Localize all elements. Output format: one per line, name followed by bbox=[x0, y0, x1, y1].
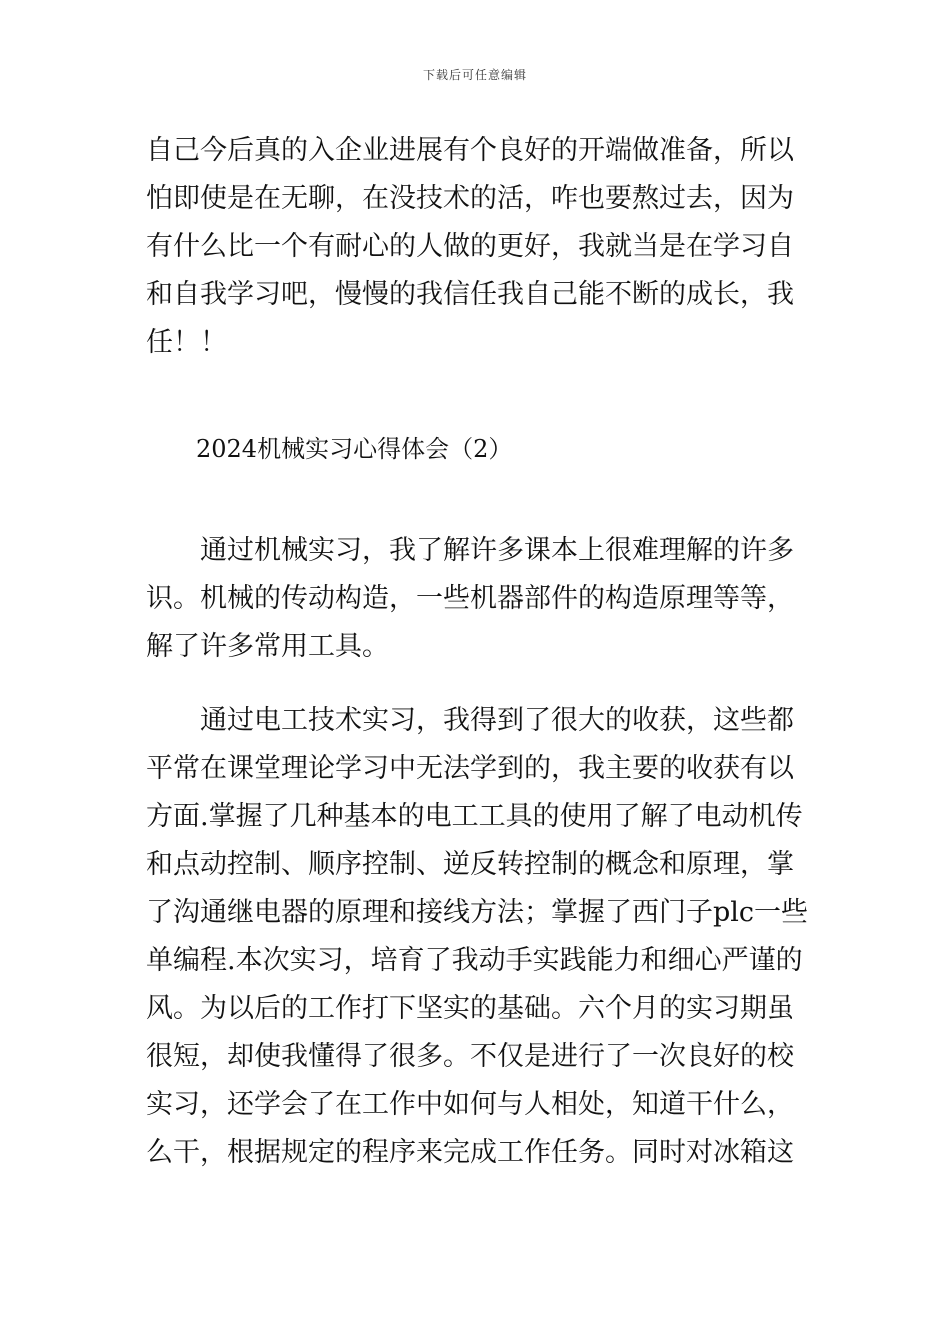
text-line: 识。机械的传动构造，一些机器部件的构造原理等等， bbox=[146, 583, 794, 614]
text-line: 怕即使是在无聊，在没技术的活，咋也要熬过去，因为 bbox=[146, 183, 794, 214]
text-line: 实习，还学会了在工作中如何与人相处，知道干什么， bbox=[146, 1089, 794, 1120]
text-line: 和点动控制、顺序控制、逆反转控制的概念和原理，掌 bbox=[146, 849, 794, 880]
text-line: 任！！ bbox=[146, 327, 227, 358]
text-line: 方面.掌握了几种基本的电工工具的使用了解了电动机传 bbox=[146, 801, 803, 832]
text-line: 单编程.本次实习，培育了我动手实践能力和细心严谨的 bbox=[146, 945, 803, 976]
text-line: 么干，根据规定的程序来完成工作任务。同时对冰箱这 bbox=[146, 1137, 794, 1168]
text-line: 平常在课堂理论学习中无法学到的，我主要的收获有以 bbox=[146, 753, 794, 784]
text-line: 风。为以后的工作打下坚实的基础。六个月的实习期虽 bbox=[146, 993, 794, 1024]
paragraph-1 bbox=[146, 127, 810, 367]
paragraph-2 bbox=[146, 527, 810, 671]
text-line: 通过机械实习，我了解许多课本上很难理解的许多 bbox=[199, 535, 794, 566]
text-line: 了沟通继电器的原理和接线方法；掌握了西门子plc一些 bbox=[146, 897, 809, 928]
text-line: 有什么比一个有耐心的人做的更好，我就当是在学习自 bbox=[146, 231, 794, 262]
text-line: 通过电工技术实习，我得到了很大的收获，这些都 bbox=[199, 705, 794, 736]
text-line: 和自我学习吧，慢慢的我信任我自己能不断的成长，我 bbox=[146, 279, 794, 310]
text-line: 自己今后真的入企业进展有个良好的开端做准备，所以 bbox=[146, 135, 794, 166]
section-heading: 2024机械实习心得体会（2） bbox=[196, 435, 513, 463]
page-header: 下载后可任意编辑 bbox=[422, 68, 527, 82]
text-line: 很短，却使我懂得了很多。不仅是进行了一次良好的校 bbox=[146, 1041, 794, 1072]
text-line: 解了许多常用工具。 bbox=[146, 631, 389, 662]
paragraph-3 bbox=[146, 697, 810, 1177]
